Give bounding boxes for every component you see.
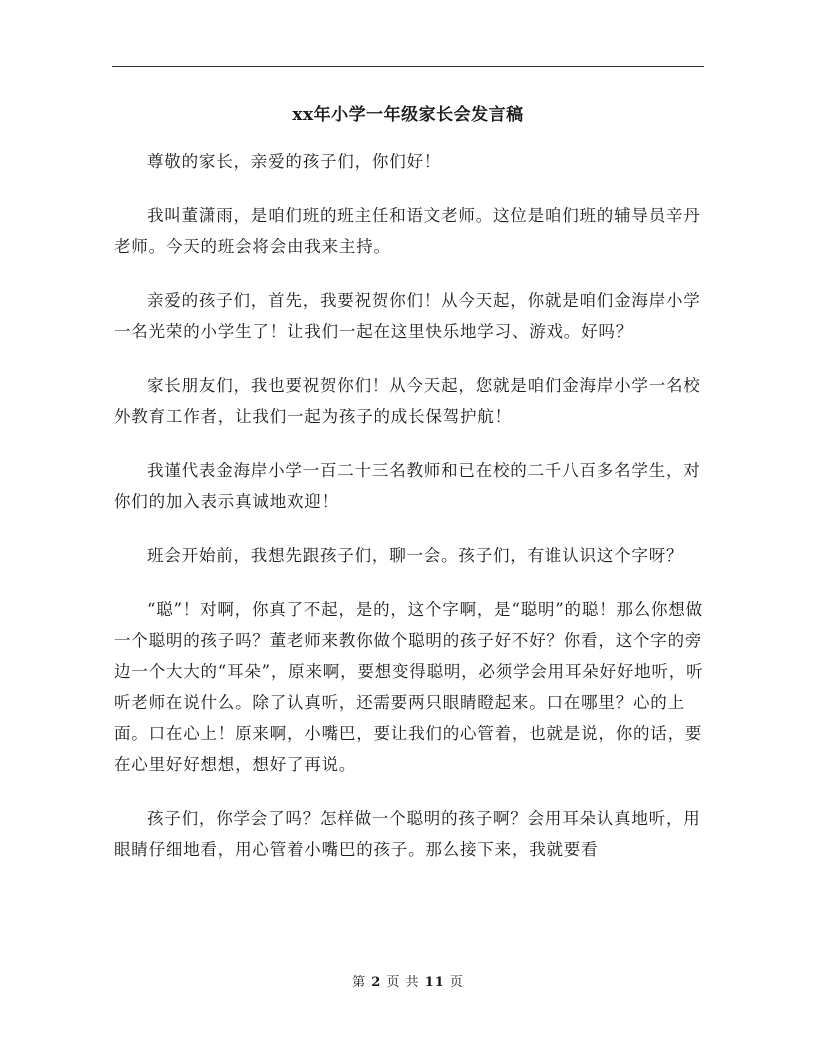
footer-prefix: 第 xyxy=(352,975,367,990)
paragraph: 尊敬的家长，亲爱的孩子们，你们好！ xyxy=(147,152,442,171)
paragraph: 我谨代表金海岸小学一百二十三名教师和已在校的二千八百多名学生，对你们的加入表示真诚地欢迎！ xyxy=(114,461,701,511)
paragraph: 家长朋友们，我也要祝贺你们！从今天起，您就是咱们金海岸小学一名校外教育工作者，让我们一起为孩子的成长保驾护航！ xyxy=(114,376,701,426)
footer-suffix: 页 xyxy=(449,975,464,990)
page-footer xyxy=(112,971,704,990)
footer-middle: 页 共 xyxy=(386,975,420,990)
paragraph: 班会开始前，我想先跟孩子们，聊一会。孩子们，有谁认识这个字呀？ xyxy=(147,546,684,565)
paragraph: 孩子们，你学会了吗？怎样做一个聪明的孩子啊？会用耳朵认真地听，用眼睛仔细地看，用心管着小嘴巴的孩子。那么接下来，我就要看 xyxy=(114,809,701,859)
document-body xyxy=(114,146,708,865)
header-rule xyxy=(112,66,704,67)
paragraph: 我叫董潇雨，是咱们班的班主任和语文老师。这位是咱们班的辅导员辛丹老师。今天的班会将会由我来主持。 xyxy=(114,206,701,256)
paragraph: 亲爱的孩子们，首先，我要祝贺你们！从今天起，你就是咱们金海岸小学一名光荣的小学生了！让我们一起在这里快乐地学习、游戏。好吗？ xyxy=(114,291,701,341)
document-title: xx年小学一年级家长会发言稿 xyxy=(292,105,524,125)
page-total: 11 xyxy=(424,975,445,990)
page-number: 2 xyxy=(371,975,382,990)
paragraph: “聪”！对啊，你真了不起，是的，这个字啊，是“聪明”的聪！那么你想做一个聪明的孩子吗？董老师来教你做个聪明的孩子好不好？你看，这个字的旁边一个大大的“耳朵”，原来啊，要想变得聪明，必须学会用耳朵好好地听，听听老师在说什么。除了认真听，还需要两只眼睛瞪起来。口在哪里？心的上面。口在心上！原来啊，小嘴巴，要让我们的心管着，也就是说，你的话，要在心里好好想想，想好了再说。 xyxy=(114,600,704,774)
